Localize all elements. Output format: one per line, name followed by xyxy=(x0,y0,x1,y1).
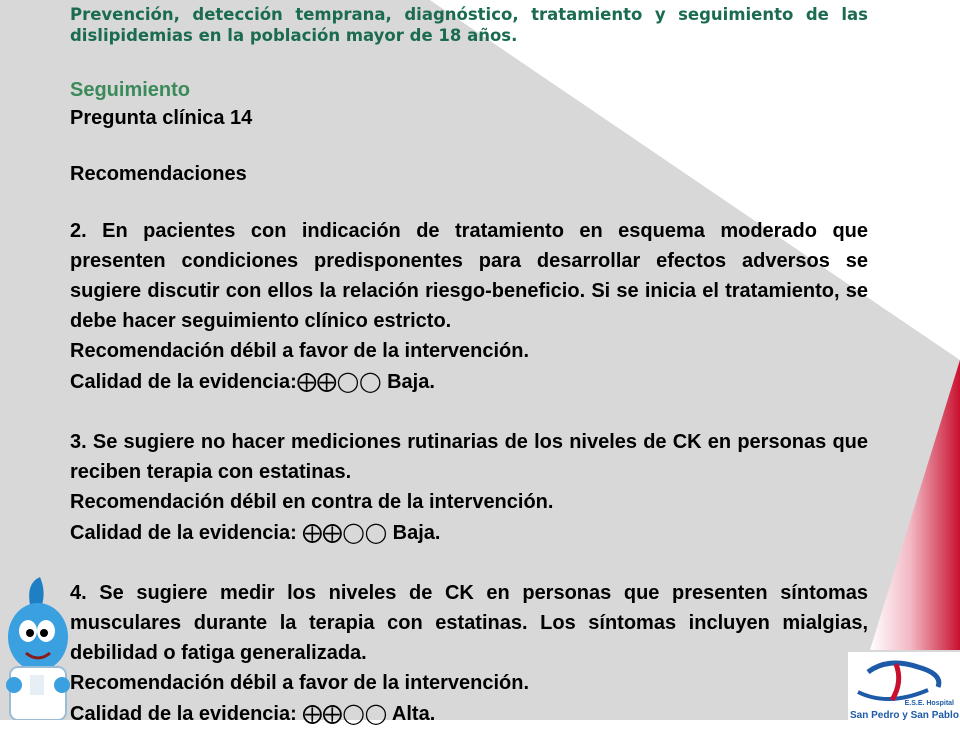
logo-org-small: E.S.E. Hospital xyxy=(904,700,954,707)
doctor-mascot-icon xyxy=(0,575,78,720)
recommendation-strength: Recomendación débil en contra de la intervención. xyxy=(70,491,554,513)
section-title: Seguimiento xyxy=(70,79,191,101)
recommendation-item xyxy=(70,427,868,548)
evidence-quality xyxy=(70,366,868,397)
slide-content xyxy=(70,4,868,729)
evidence-symbols-icon: ⨁⨁◯◯ xyxy=(296,369,382,393)
evidence-label: Calidad de la evidencia: xyxy=(70,703,297,725)
evidence-quality xyxy=(70,517,868,548)
evidence-level: Baja. xyxy=(387,371,435,393)
recommendation-text: 2. En pacientes con indicación de tratamiento en esquema moderado que presenten condiciones predisponentes para desarrollar efectos adversos se sugiere discutir con ellos la relación riesgo-beneficio. Si se inicia el tratamiento, se debe hacer seguimiento clínico estricto. xyxy=(70,220,868,332)
evidence-symbols-icon: ⨁⨁◯◯ xyxy=(302,520,388,544)
hospital-logo xyxy=(848,652,960,720)
evidence-level: Alta. xyxy=(391,703,436,725)
recommendation-strength: Recomendación débil a favor de la intervención. xyxy=(70,340,530,362)
evidence-label: Calidad de la evidencia: xyxy=(70,522,297,544)
evidence-level: Baja. xyxy=(392,522,441,544)
evidence-label: Calidad de la evidencia: xyxy=(70,371,297,393)
recommendation-item xyxy=(70,578,868,729)
logo-org-name: San Pedro y San Pablo xyxy=(850,710,959,721)
clinical-question: Pregunta clínica 14 xyxy=(70,107,253,129)
evidence-quality xyxy=(70,698,868,729)
recommendation-item xyxy=(70,216,868,397)
recommendation-text: 3. Se sugiere no hacer mediciones rutinarias de los niveles de CK en personas que reciben terapia con estatinas. xyxy=(70,431,868,483)
document-header: Prevención, detección temprana, diagnóstico, tratamiento y seguimiento de las dislipidemias en la población mayor de 18 años. xyxy=(70,5,868,45)
recommendation-text: 4. Se sugiere medir los niveles de CK en personas que presenten síntomas musculares durante la terapia con estatinas. Los síntomas incluyen mialgias, debilidad o fatiga generalizada. xyxy=(70,582,868,664)
recommendations-heading: Recomendaciones xyxy=(70,163,247,185)
recommendation-strength: Recomendación débil a favor de la intervención. xyxy=(70,672,530,694)
evidence-symbols-icon: ⨁⨁◯◯ xyxy=(302,701,388,725)
